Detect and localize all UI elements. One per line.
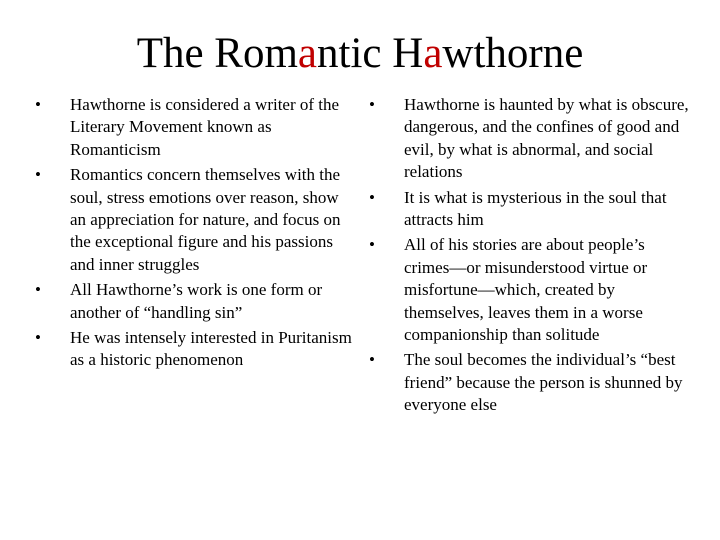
bullet-text: Hawthorne is considered a writer of the Literary Movement known as Romanticism xyxy=(70,95,340,159)
bullet-text: The soul becomes the individual’s “best friend” because the person is shunned by everyone else xyxy=(404,350,683,415)
right-bullet-list xyxy=(362,94,692,420)
left-bullet-item xyxy=(28,164,358,276)
slide-title xyxy=(0,28,720,80)
title-part-1: The Rom xyxy=(136,30,298,77)
right-bullet-item xyxy=(362,187,692,232)
bullet-icon: • xyxy=(35,95,41,114)
bullet-icon: • xyxy=(369,350,375,370)
bullet-text: Romantics concern themselves with the soul, stress emotions over reason, show an appreciation for nature, and focus on the exceptional figure and his passions and inner struggles xyxy=(70,165,341,274)
bullet-icon: • xyxy=(35,280,41,300)
bullet-text: All Hawthorne’s work is one form or another of “handling sin” xyxy=(70,280,323,322)
right-bullet-item xyxy=(362,349,692,416)
bullet-icon: • xyxy=(35,328,41,348)
left-bullet-item xyxy=(28,94,358,161)
bullet-icon: • xyxy=(369,95,375,114)
left-bullet-list xyxy=(28,94,358,375)
bullet-text: All of his stories are about people’s crimes—or misunderstood virtue or misfortune—which, created by themselves, leaves them in a worse companionship than solitude xyxy=(404,235,648,345)
title-part-3: wthorne xyxy=(442,30,584,77)
bullet-icon: • xyxy=(35,165,41,185)
right-bullet-item xyxy=(362,234,692,346)
bullet-text: He was intensely interested in Puritanism as a historic phenomenon xyxy=(70,328,352,370)
left-bullet-item xyxy=(28,279,358,324)
bullet-text: It is what is mysterious in the soul that attracts him xyxy=(404,187,667,230)
left-bullet-item xyxy=(28,327,358,372)
bullet-text: Hawthorne is haunted by what is obscure, dangerous, and the confines of good and evil, by what is abnormal, and social relations xyxy=(404,95,689,182)
bullet-icon: • xyxy=(369,235,375,255)
right-bullet-item xyxy=(362,94,692,184)
title-accent-a-2: a xyxy=(423,30,443,77)
bullet-icon: • xyxy=(369,187,375,207)
title-part-2: ntic H xyxy=(317,30,424,77)
title-accent-a-1: a xyxy=(297,30,318,77)
